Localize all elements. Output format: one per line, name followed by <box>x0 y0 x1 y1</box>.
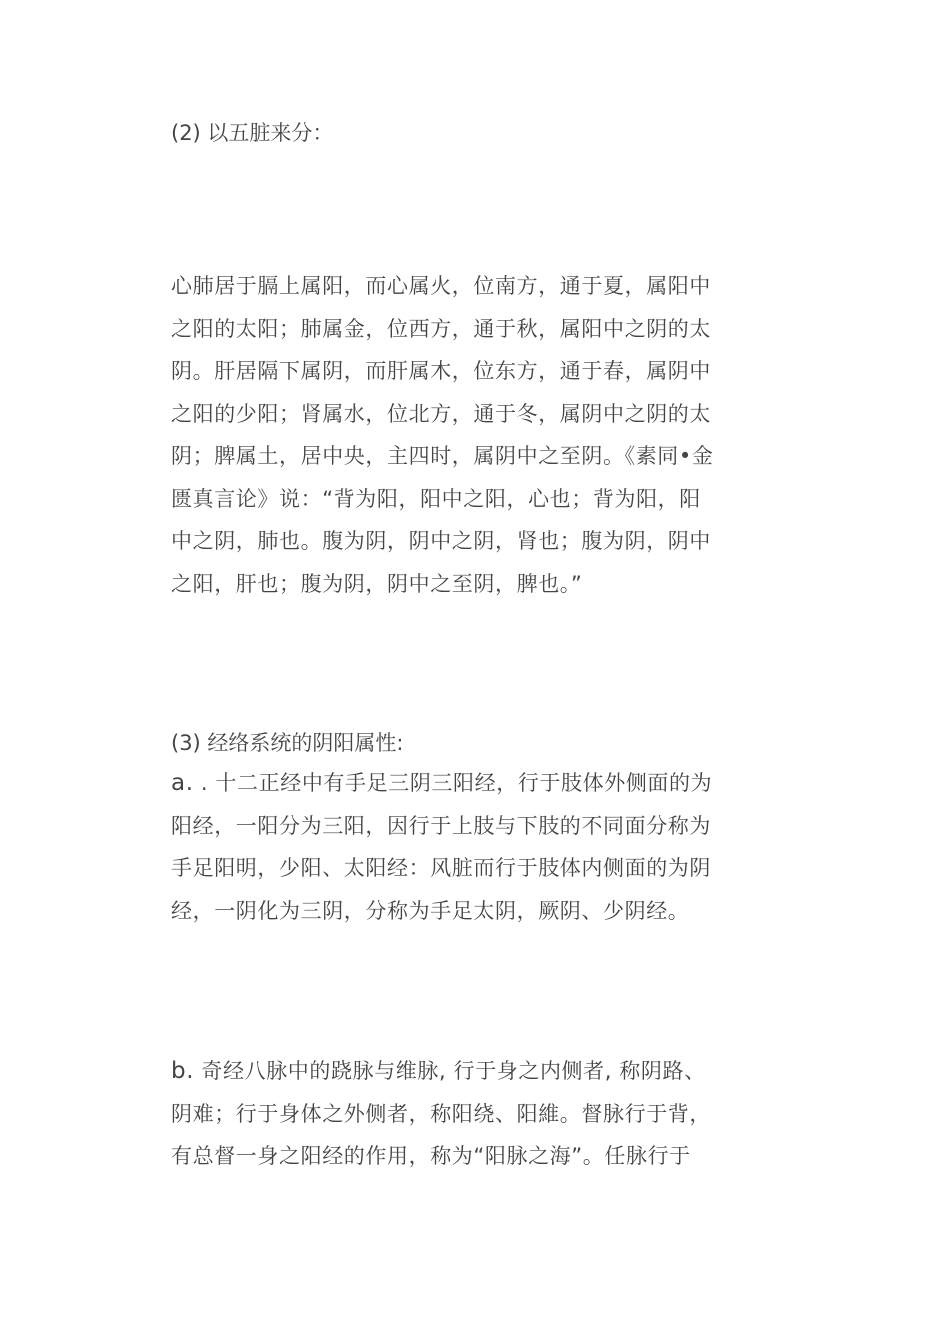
item-a-text: . 十二正经中有手足三阴三阳经，行于肢体外侧面的为 <box>193 771 713 795</box>
paragraph-line: 匮真言论》说：“背为阳，阳中之阳，心也；背为阳，阳 <box>171 486 701 511</box>
item-a-marker: a. <box>171 770 194 796</box>
paragraph-line: 心肺居于膈上属阳，而心属火，位南方，通于夏，属阳中 <box>171 274 711 298</box>
paragraph-line: 之阳的少阳；肾属水，位北方，通于冬，属阴中之阴的太 <box>171 401 711 426</box>
paragraph-line: 有总督一身之阳经的作用，称为“阳脉之海”。任脉行于 <box>171 1144 691 1168</box>
paragraph-line: 阳经，一阳分为三阳，因行于上肢与下肢的不同面分称为 <box>171 813 711 838</box>
section-3-item-a <box>171 762 781 932</box>
paragraph-line <box>171 762 781 805</box>
paragraph-line: 经，一阴化为三阴，分称为手足太阴，厥阴、少阴经。 <box>171 898 690 923</box>
section-2-paragraph <box>171 265 781 605</box>
document-page <box>171 0 791 1344</box>
section-3-item-b <box>171 1050 781 1178</box>
item-b-marker: b. <box>171 1058 195 1084</box>
paragraph-line: 阴难；行于身体之外侧者，称阳绕、阳維。督脉行于背， <box>171 1101 711 1126</box>
section-2-heading: (2) 以五脏来分： <box>171 121 334 145</box>
item-b-text: 奇经八脉中的跷脉与维脉, 行于身之内侧者, 称阴路、 <box>194 1059 706 1083</box>
section-3-heading: (3) 经络系统的阴阳属性: <box>171 731 404 755</box>
paragraph-line: 中之阴，肺也。腹为阴，阴中之阴，肾也；腹为阴，阴中 <box>171 529 711 553</box>
paragraph-line: 手足阳明，少阳、太阳经：风脏而行于肢体内侧面的为阴 <box>171 856 711 880</box>
paragraph-line: 阴。肝居隔下属阴，而肝属木，位东方，通于春，属阴中 <box>171 359 711 383</box>
paragraph-line: 之阳的太阳；肺属金，位西方，通于秋，属阳中之阴的太 <box>171 316 711 341</box>
paragraph-line: 阴；脾属土，居中央，主四时，属阴中之至阴。《素同•金 <box>171 444 714 468</box>
paragraph-line <box>171 1050 781 1093</box>
paragraph-line: 之阳，肝也；腹为阴，阴中之至阴，脾也。” <box>171 571 583 596</box>
